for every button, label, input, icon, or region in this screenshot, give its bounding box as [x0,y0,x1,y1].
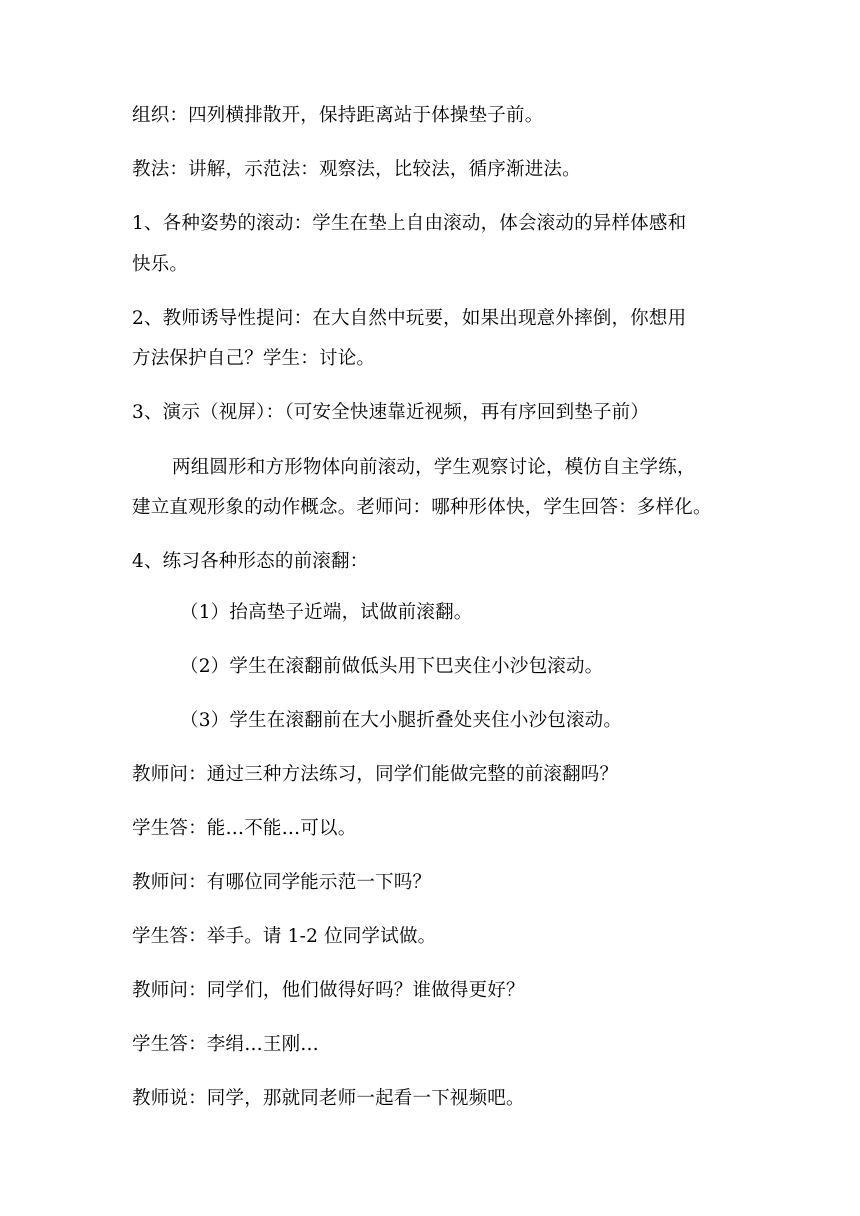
dialogue-teacher-4: 教师说：同学，那就同老师一起看一下视频吧。 [132,1088,525,1109]
dialogue-student-2: 学生答：举手。请 1-2 位同学试做。 [132,926,437,947]
dialogue-student-3: 学生答：李绢…王刚… [132,1034,320,1055]
paragraph-step1-line2: 快乐。 [132,254,189,275]
paragraph-step1-line1: 1、各种姿势的滚动：学生在垫上自由滚动，体会滚动的异样体感和 [132,213,687,234]
paragraph-step4: 4、练习各种形态的前滚翻： [132,551,369,572]
paragraph-step2-line2: 方法保护自己？学生：讨论。 [132,348,376,369]
dialogue-teacher-2: 教师问：有哪位同学能示范一下吗？ [132,872,432,893]
dialogue-student-1: 学生答：能…不能…可以。 [132,818,357,839]
list-item-practice-3: （3）学生在滚翻前在大小腿折叠处夹住小沙包滚动。 [180,710,623,731]
paragraph-step3: 3、演示（视屏）：（可安全快速靠近视频，再有序回到垫子前） [132,402,650,423]
dialogue-teacher-1: 教师问：通过三种方法练习，同学们能做完整的前滚翻吗？ [132,764,619,785]
paragraph-organization: 组织：四列横排散开，保持距离站于体操垫子前。 [132,105,544,126]
paragraph-step2-line1: 2、教师诱导性提问：在大自然中玩要，如果出现意外摔倒，你想用 [132,308,687,329]
paragraph-teaching-method: 教法：讲解，示范法：观察法，比较法，循序渐进法。 [132,159,581,180]
paragraph-demo-line1: 两组圆形和方形物体向前滚动，学生观察讨论，模仿自主学练， [172,457,696,478]
paragraph-demo-line2: 建立直观形象的动作概念。老师问：哪种形体快，学生回答：多样化。 [132,497,712,518]
list-item-practice-2: （2）学生在滚翻前做低头用下巴夹住小沙包滚动。 [180,656,604,677]
list-item-practice-1: （1）抬高垫子近端，试做前滚翻。 [180,602,473,623]
dialogue-teacher-3: 教师问：同学们，他们做得好吗？谁做得更好？ [132,980,525,1001]
